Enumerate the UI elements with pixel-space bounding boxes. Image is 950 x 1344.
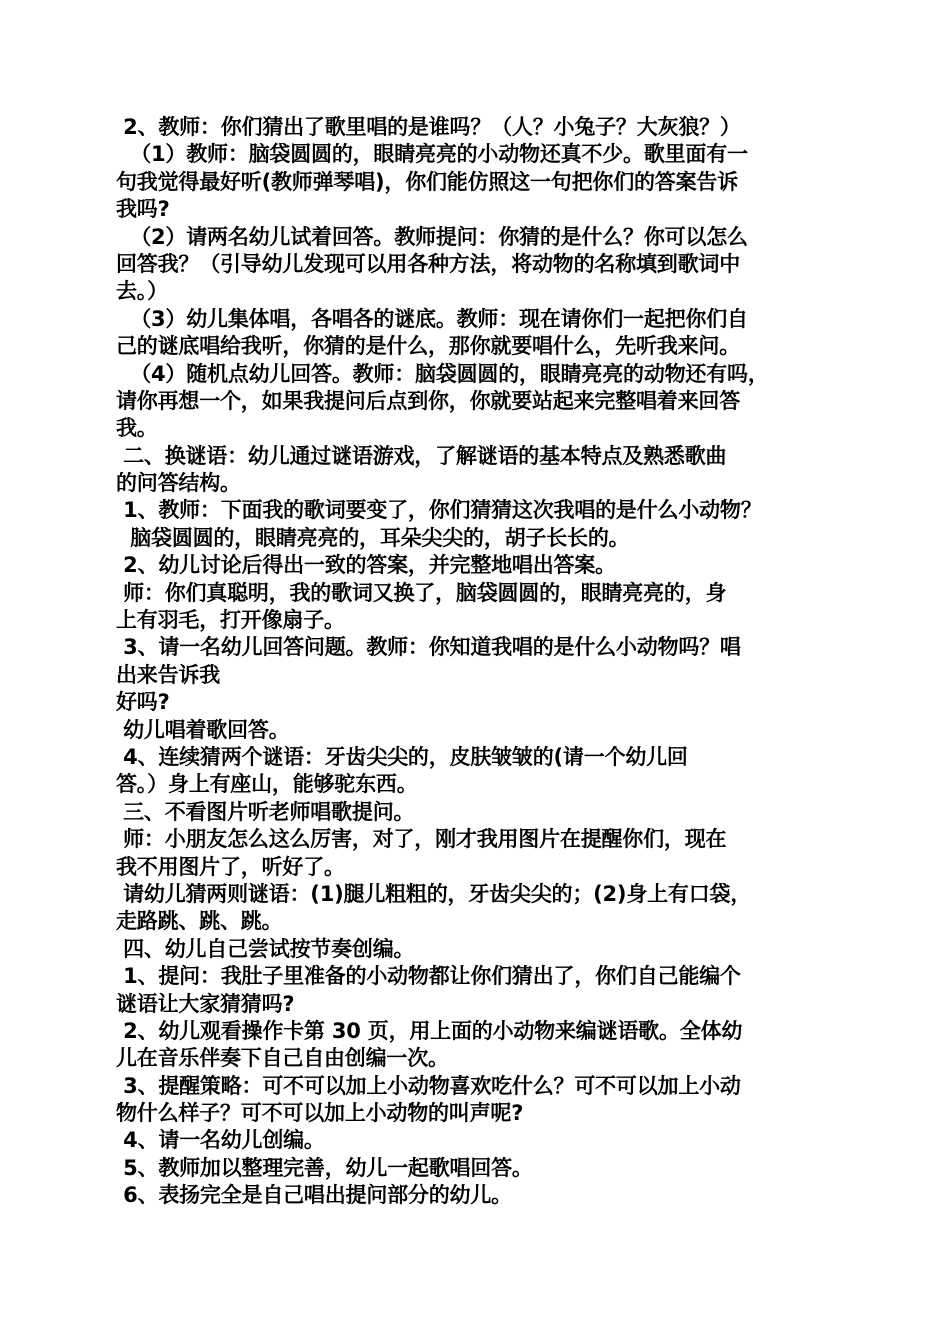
- text-line: 我不用图片了，听好了。: [116, 854, 345, 879]
- text-line: 2、幼儿讨论后得出一致的答案，并完整地唱出答案。: [116, 553, 616, 578]
- text-line: 5、教师加以整理完善，幼儿一起歌唱回答。: [116, 1155, 533, 1180]
- text-line: 师：你们真聪明，我的歌词又换了，脑袋圆圆的，眼睛亮亮的，身: [116, 580, 727, 605]
- text-line: 2、幼儿观看操作卡第 30 页，用上面的小动物来编谜语歌。全体幼: [116, 1018, 743, 1043]
- text-line: 儿在音乐伴奏下自己自由创编一次。: [116, 1046, 449, 1071]
- text-line: 我吗?: [116, 197, 170, 222]
- text-line: 1、教师：下面我的歌词要变了，你们猜猜这次我唱的是什么小动物？: [116, 498, 762, 523]
- text-line: 幼儿唱着歌回答。: [116, 717, 290, 742]
- text-line: 3、提醒策略：可不可以加上小动物喜欢吃什么？可不可以加上小动: [116, 1073, 741, 1098]
- text-line: 请你再想一个，如果我提问后点到你，你就要站起来完整唱着来回答: [116, 388, 740, 413]
- text-line: 的问答结构。: [116, 471, 241, 496]
- text-line: 走路跳、跳、跳。: [116, 909, 283, 934]
- text-line: 去。）: [116, 279, 168, 304]
- section-heading-4: 四、幼儿自己尝试按节奏创编。: [116, 936, 415, 961]
- text-line: 2、教师：你们猜出了歌里唱的是谁吗？（人？小兔子？大灰狼？）: [116, 115, 741, 139]
- lesson-plan-text: [116, 114, 846, 1210]
- text-line: 好吗?: [116, 690, 170, 715]
- text-line: 己的谜底唱给我听，你猜的是什么，那你就要唱什么，先听我来问。: [116, 334, 740, 359]
- text-line: 4、请一名幼儿创编。: [116, 1128, 325, 1153]
- text-line: 句我觉得最好听(教师弹琴唱)，你们能仿照这一句把你们的答案告诉: [116, 169, 738, 194]
- text-line: 4、连续猜两个谜语：牙齿尖尖的，皮肤皱皱的(请一个幼儿回: [116, 744, 688, 769]
- text-line: （2）请两名幼儿试着回答。教师提问：你猜的是什么？你可以怎么: [116, 224, 748, 249]
- text-line: 3、请一名幼儿回答问题。教师：你知道我唱的是什么小动物吗？唱: [116, 635, 741, 660]
- text-line: 回答我？（引导幼儿发现可以用各种方法，将动物的名称填到歌词中: [116, 251, 740, 276]
- text-line: 1、提问：我肚子里准备的小动物都让你们猜出了，你们自己能编个: [116, 964, 741, 989]
- text-line: 请幼儿猜两则谜语：(1)腿儿粗粗的，牙齿尖尖的；(2)身上有口袋，: [116, 881, 752, 906]
- text-line: （4）随机点幼儿回答。教师：脑袋圆圆的，眼睛亮亮的动物还有吗，: [116, 361, 769, 386]
- text-line: 我。: [116, 416, 158, 441]
- text-line: 上有羽毛，打开像扇子。: [116, 608, 345, 633]
- text-line: 师：小朋友怎么这么厉害，对了，刚才我用图片在提醒你们，现在: [116, 827, 727, 852]
- text-line: （1）教师：脑袋圆圆的，眼睛亮亮的小动物还真不少。歌里面有一: [116, 142, 748, 167]
- section-heading-3: 三、不看图片听老师唱歌提问。: [116, 799, 415, 824]
- text-line: 答。）身上有座山，能够驼东西。: [116, 772, 418, 797]
- text-line: 物什么样子？可不可以加上小动物的叫声呢?: [116, 1101, 524, 1126]
- section-heading-2: 二、换谜语：幼儿通过谜语游戏，了解谜语的基本特点及熟悉歌曲: [116, 443, 727, 468]
- text-line: （3）幼儿集体唱，各唱各的谜底。教师：现在请你们一起把你们自: [116, 306, 748, 331]
- text-line: 脑袋圆圆的，眼睛亮亮的，耳朵尖尖的，胡子长长的。: [116, 525, 630, 550]
- text-line: 6、表扬完全是自己唱出提问部分的幼儿。: [116, 1183, 512, 1208]
- text-line: 出来告诉我: [116, 662, 220, 687]
- text-line: 谜语让大家猜猜吗?: [116, 991, 295, 1016]
